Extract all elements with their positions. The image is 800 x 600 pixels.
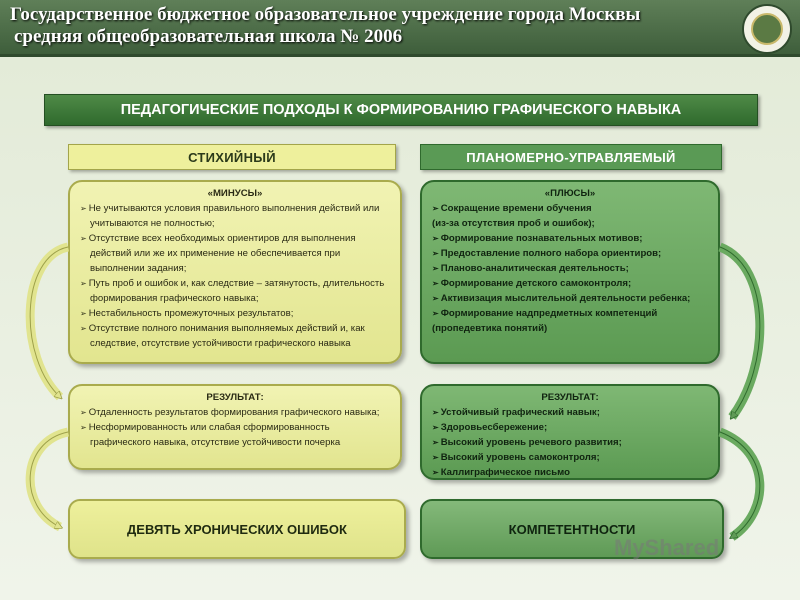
school-header — [0, 0, 800, 57]
right-result-title: РЕЗУЛЬТАТ: — [541, 392, 599, 403]
plus-item: ➢ Формирование познавательных мотивов; — [430, 231, 710, 246]
pluses-title: «ПЛЮСЫ» — [544, 188, 596, 199]
plus-item: ➢ Сокращение времени обучения — [430, 201, 710, 216]
minus-item: ➢ Отсутствие всех необходимых ориентиров для выполнения действий или же их применение не обеспечивается при выполнении задания; — [78, 231, 392, 276]
plus-item: ➢ Формирование надпредметных компетенций — [430, 306, 710, 321]
school-logo-icon — [742, 4, 792, 54]
left-result-box — [68, 384, 402, 470]
plus-item: ➢ Предоставление полного набора ориентиров; — [430, 246, 710, 261]
plus-item: ➢ Планово-аналитическая деятельность; — [430, 261, 710, 276]
right-column-heading: ПЛАНОМЕРНО-УПРАВЛЯЕМЫЙ — [420, 144, 722, 170]
header-line-2: средняя общеобразовательная школа № 2006 — [14, 26, 403, 47]
slide — [0, 57, 800, 600]
pluses-box — [420, 180, 720, 364]
right-result-item: ➢ Каллиграфическое письмо — [430, 465, 710, 480]
plus-item: (пропедевтика понятий) — [432, 323, 548, 334]
plus-item: ➢ Активизация мыслительной деятельности ребенка; — [430, 291, 710, 306]
plus-item: ➢ Формирование детского самоконтроля; — [430, 276, 710, 291]
left-result-title: РЕЗУЛЬТАТ: — [206, 392, 264, 403]
header-line-1: Государственное бюджетное образовательное учреждение города Москвы — [10, 4, 641, 25]
chronic-errors-box: ДЕВЯТЬ ХРОНИЧЕСКИХ ОШИБОК — [68, 499, 406, 559]
minuses-box — [68, 180, 402, 364]
left-arrow-lower — [30, 432, 68, 527]
left-result-item: ➢ Отдаленность результатов формирования графического навыка; — [78, 405, 392, 420]
right-result-item: ➢ Высокий уровень речевого развития; — [430, 435, 710, 450]
slide-title: ПЕДАГОГИЧЕСКИЕ ПОДХОДЫ К ФОРМИРОВАНИЮ ГРАФИЧЕСКОГО НАВЫКА — [44, 94, 758, 126]
left-arrow-upper — [30, 247, 68, 397]
minuses-title: «МИНУСЫ» — [207, 188, 263, 199]
left-column-heading: СТИХИЙНЫЙ — [68, 144, 396, 170]
left-result-item: ➢ Несформированность или слабая сформированность графического навыка, отсутствие устойчивости почерка — [78, 420, 392, 450]
right-result-item: ➢ Здоровьесбережение; — [430, 420, 710, 435]
plus-item: (из-за отсутствия проб и ошибок); — [432, 218, 595, 229]
right-arrow-upper — [720, 247, 760, 417]
right-result-item: ➢ Устойчивый графический навык; — [430, 405, 710, 420]
minus-item: ➢ Нестабильность промежуточных результатов; — [78, 306, 392, 321]
right-result-box — [420, 384, 720, 480]
minus-item: ➢ Путь проб и ошибок и, как следствие – затянутость, длительность формирования графического навыка; — [78, 276, 392, 306]
right-result-item: ➢ Высокий уровень самоконтроля; — [430, 450, 710, 465]
watermark: MyShared — [614, 535, 720, 560]
right-arrow-lower — [720, 432, 760, 537]
minus-item: ➢ Не учитываются условия правильного выполнения действий или учитываются не полностью; — [78, 201, 392, 231]
competences-box: КОМПЕТЕНТНОСТИ — [420, 499, 724, 559]
minus-item: ➢ Отсутствие полного понимания выполняемых действий и, как следствие, отсутствие устойчивости графического навыка — [78, 321, 392, 351]
